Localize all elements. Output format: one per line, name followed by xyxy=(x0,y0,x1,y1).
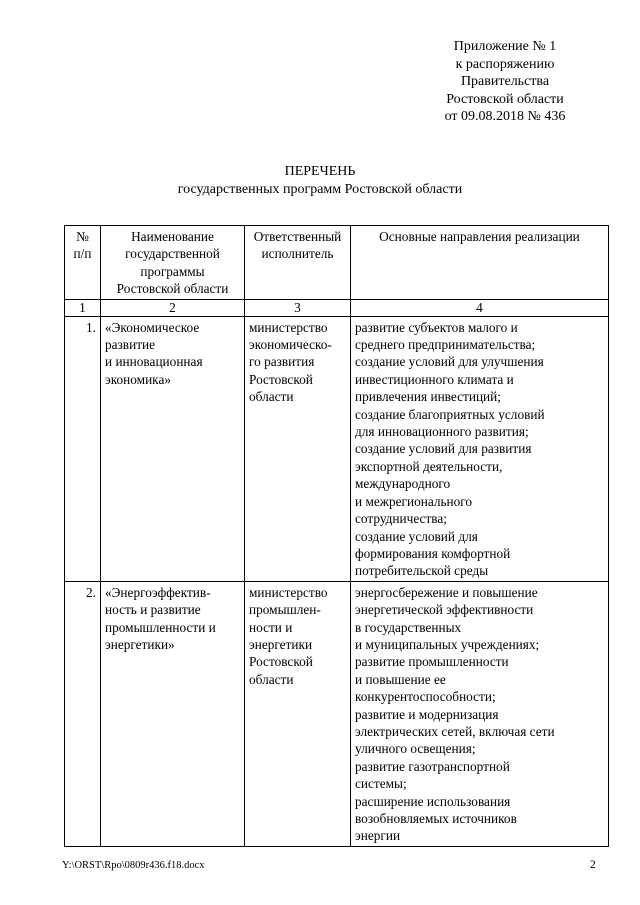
cell-line: развитие промышленности xyxy=(355,654,509,670)
row-number: 2. xyxy=(65,581,101,846)
appendix-block xyxy=(405,38,605,126)
cell-line: энергосбережение и повышение xyxy=(355,584,538,600)
cell-line: экономическо- xyxy=(249,337,332,353)
cell-line: создание условий для развития xyxy=(355,441,532,457)
cell-line: возобновляемых источников xyxy=(355,811,517,826)
cell-line: Ростовской xyxy=(249,371,313,387)
cell-line: электрических сетей, включая сети xyxy=(355,723,555,739)
cell-line: области xyxy=(249,671,294,687)
header-line: программы xyxy=(140,263,205,279)
header-line: Основные направления реализации xyxy=(379,229,580,244)
responsible-executor xyxy=(245,316,351,581)
programs-table xyxy=(64,225,609,847)
appendix-line: от 09.08.2018 № 436 xyxy=(444,109,566,125)
appendix-line: к распоряжению xyxy=(455,56,555,72)
cell-line: развитие субъектов малого и xyxy=(355,319,518,335)
cell-line: среднего предпринимательства; xyxy=(355,337,536,353)
cell-line: конкурентоспособности; xyxy=(355,689,496,705)
cell-line: промышленности и xyxy=(105,619,216,635)
cell-line: международного xyxy=(355,476,451,492)
cell-line: и муниципальных учреждениях; xyxy=(355,636,540,652)
header-line: исполнитель xyxy=(261,246,334,262)
header-line: Наименование xyxy=(131,229,214,244)
header-name xyxy=(101,226,245,300)
cell-line: области xyxy=(249,389,294,405)
cell-line: экономика» xyxy=(105,371,171,387)
cell-line: формирования комфортной xyxy=(355,545,511,561)
cell-line: и межрегионального xyxy=(355,493,473,509)
header-row xyxy=(65,226,609,300)
footer-file-path: Y:\ORST\Rpo\0809r436.f18.docx xyxy=(62,860,205,871)
header-dir xyxy=(351,226,609,300)
row-number: 1. xyxy=(65,316,101,581)
program-name xyxy=(101,581,245,846)
cell-line: развитие xyxy=(105,337,156,353)
cell-line: в государственных xyxy=(355,619,462,635)
index-cell: 1 xyxy=(65,299,101,316)
cell-line: и инновационная xyxy=(105,354,203,370)
index-cell: 4 xyxy=(351,299,609,316)
cell-line: привлечения инвестиций; xyxy=(355,389,501,405)
appendix-line: Правительства xyxy=(460,74,550,90)
cell-line: министерство xyxy=(249,319,328,335)
header-line: Ответственный xyxy=(253,229,342,244)
cell-line: энергетической эффективности xyxy=(355,602,534,618)
cell-line: уличного освещения; xyxy=(355,741,476,757)
cell-line: ность и развитие xyxy=(105,602,201,618)
cell-line: экспортной деятельности, xyxy=(355,458,503,474)
page-number: 2 xyxy=(590,859,596,871)
cell-line: развитие газотранспортной xyxy=(355,758,510,774)
cell-line: сотрудничества; xyxy=(355,511,447,527)
cell-line: «Энергоэффектив- xyxy=(105,584,211,600)
cell-line: го развития xyxy=(249,354,315,370)
responsible-executor xyxy=(245,581,351,846)
table-row xyxy=(65,581,609,846)
cell-line: системы; xyxy=(355,776,407,792)
cell-line: ности и xyxy=(249,619,293,635)
header-line: государственной xyxy=(125,246,220,262)
cell-line: и повышение ее xyxy=(355,671,446,687)
index-cell: 2 xyxy=(101,299,245,316)
cell-line: министерство xyxy=(249,584,328,600)
cell-line: энергии xyxy=(355,828,401,844)
appendix-line: Ростовской области xyxy=(446,91,564,107)
header-line: п/п xyxy=(73,246,92,262)
header-exec xyxy=(245,226,351,300)
cell-line: промышлен- xyxy=(249,602,321,618)
index-row xyxy=(65,299,609,316)
appendix-line: Приложение № 1 xyxy=(453,39,557,54)
header-line: Ростовской области xyxy=(116,281,229,297)
main-directions xyxy=(351,581,609,846)
main-directions xyxy=(351,316,609,581)
title-main: ПЕРЕЧЕНЬ xyxy=(284,164,356,179)
header-num xyxy=(65,226,101,300)
header-line: № xyxy=(76,229,89,244)
index-cell: 3 xyxy=(245,299,351,316)
cell-line: создание условий для xyxy=(355,528,478,544)
cell-line: инвестиционного климата и xyxy=(355,371,514,387)
cell-line: «Экономическое xyxy=(105,319,200,335)
title-sub: государственных программ Ростовской области xyxy=(177,181,463,197)
cell-line: создание благоприятных условий xyxy=(355,406,545,422)
cell-line: энергетики xyxy=(249,636,313,652)
cell-line: Ростовской xyxy=(249,654,313,670)
cell-line: потребительской среды xyxy=(355,563,489,579)
table-row xyxy=(65,316,609,581)
document-title xyxy=(0,163,640,198)
program-name xyxy=(101,316,245,581)
cell-line: для инновационного развития; xyxy=(355,424,529,440)
cell-line: энергетики» xyxy=(105,636,175,652)
cell-line: развитие и модернизация xyxy=(355,706,499,722)
cell-line: расширение использования xyxy=(355,793,511,809)
cell-line: создание условий для улучшения xyxy=(355,354,544,370)
